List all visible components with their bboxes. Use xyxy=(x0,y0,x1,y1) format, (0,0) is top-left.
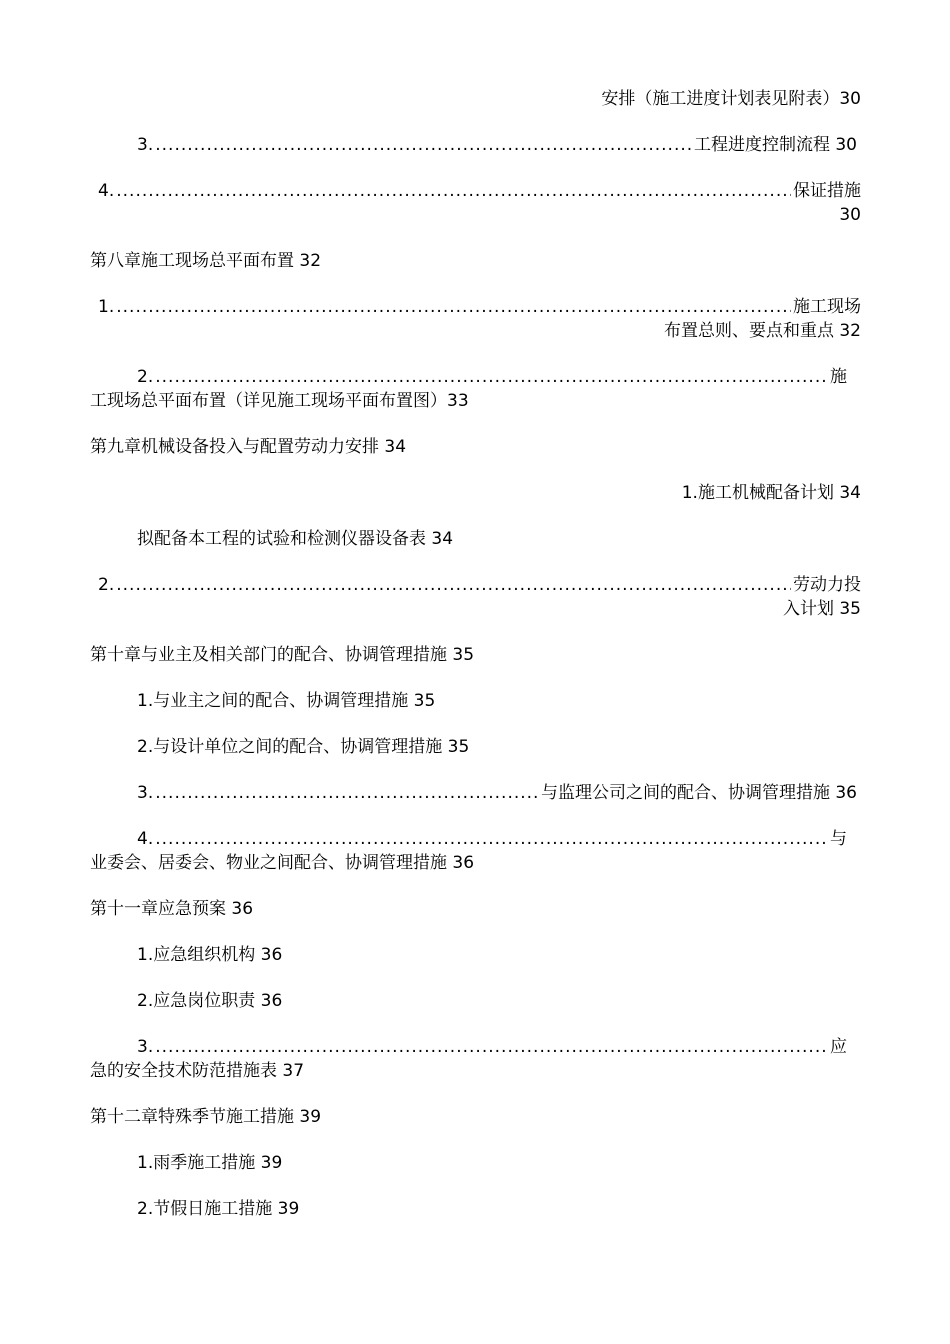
dot-leader xyxy=(155,134,692,157)
dot-leader xyxy=(155,366,828,389)
dot-leader xyxy=(116,180,791,203)
toc-entry: 1.与业主之间的配合、协调管理措施 35 xyxy=(137,691,436,711)
dot-leader xyxy=(155,782,539,805)
entry-text: 工程进度控制流程 30 xyxy=(693,135,857,155)
entry-text: 劳动力投 xyxy=(793,575,861,595)
entry-number: 3. xyxy=(137,135,154,155)
entry-text: 施工现场 xyxy=(793,297,861,317)
chapter-heading: 第九章机械设备投入与配置劳动力安排 34 xyxy=(90,437,407,457)
entry-continuation: 30 xyxy=(839,205,861,225)
entry-continuation: 入计划 35 xyxy=(782,599,861,619)
toc-entry xyxy=(137,782,857,805)
toc-entry xyxy=(137,366,847,389)
entry-number: 3. xyxy=(137,1037,154,1057)
toc-entry: 2.与设计单位之间的配合、协调管理措施 35 xyxy=(137,737,470,757)
dot-leader xyxy=(155,828,828,851)
entry-text: 应 xyxy=(830,1037,847,1057)
chapter-heading: 第八章施工现场总平面布置 32 xyxy=(90,251,322,271)
entry-continuation: 工现场总平面布置（详见施工现场平面布置图）33 xyxy=(90,391,469,411)
toc-entry: 1.施工机械配备计划 34 xyxy=(681,483,861,503)
entry-text: 与监理公司之间的配合、协调管理措施 36 xyxy=(540,783,857,803)
toc-entry: 拟配备本工程的试验和检测仪器设备表 34 xyxy=(137,529,454,549)
entry-number: 1. xyxy=(98,297,115,317)
dot-leader xyxy=(116,574,791,597)
entry-number: 3. xyxy=(137,783,154,803)
dot-leader xyxy=(155,1036,828,1059)
toc-entry xyxy=(137,134,857,157)
toc-entry xyxy=(137,828,847,851)
chapter-heading: 第十章与业主及相关部门的配合、协调管理措施 35 xyxy=(90,645,475,665)
chapter-heading: 第十二章特殊季节施工措施 39 xyxy=(90,1107,322,1127)
toc-entry xyxy=(98,296,861,319)
dot-leader xyxy=(116,296,791,319)
toc-entry: 1.雨季施工措施 39 xyxy=(137,1153,283,1173)
toc-entry xyxy=(137,1036,847,1059)
entry-continuation: 业委会、居委会、物业之间配合、协调管理措施 36 xyxy=(90,853,475,873)
entry-number: 2. xyxy=(98,575,115,595)
entry-number: 4. xyxy=(137,829,154,849)
toc-entry: 1.应急组织机构 36 xyxy=(137,945,283,965)
entry-continuation: 布置总则、要点和重点 32 xyxy=(663,321,861,341)
toc-entry: 2.节假日施工措施 39 xyxy=(137,1199,300,1219)
entry-number: 4. xyxy=(98,181,115,201)
entry-continuation: 急的安全技术防范措施表 37 xyxy=(90,1061,305,1081)
toc-entry xyxy=(98,574,861,597)
entry-text: 保证措施 xyxy=(793,181,861,201)
toc-entry: 安排（施工进度计划表见附表）30 xyxy=(601,89,861,109)
chapter-heading: 第十一章应急预案 36 xyxy=(90,899,254,919)
entry-text: 与 xyxy=(830,829,847,849)
toc-entry: 2.应急岗位职责 36 xyxy=(137,991,283,1011)
entry-number: 2. xyxy=(137,367,154,387)
toc-entry xyxy=(98,180,861,203)
entry-text: 施 xyxy=(830,367,847,387)
